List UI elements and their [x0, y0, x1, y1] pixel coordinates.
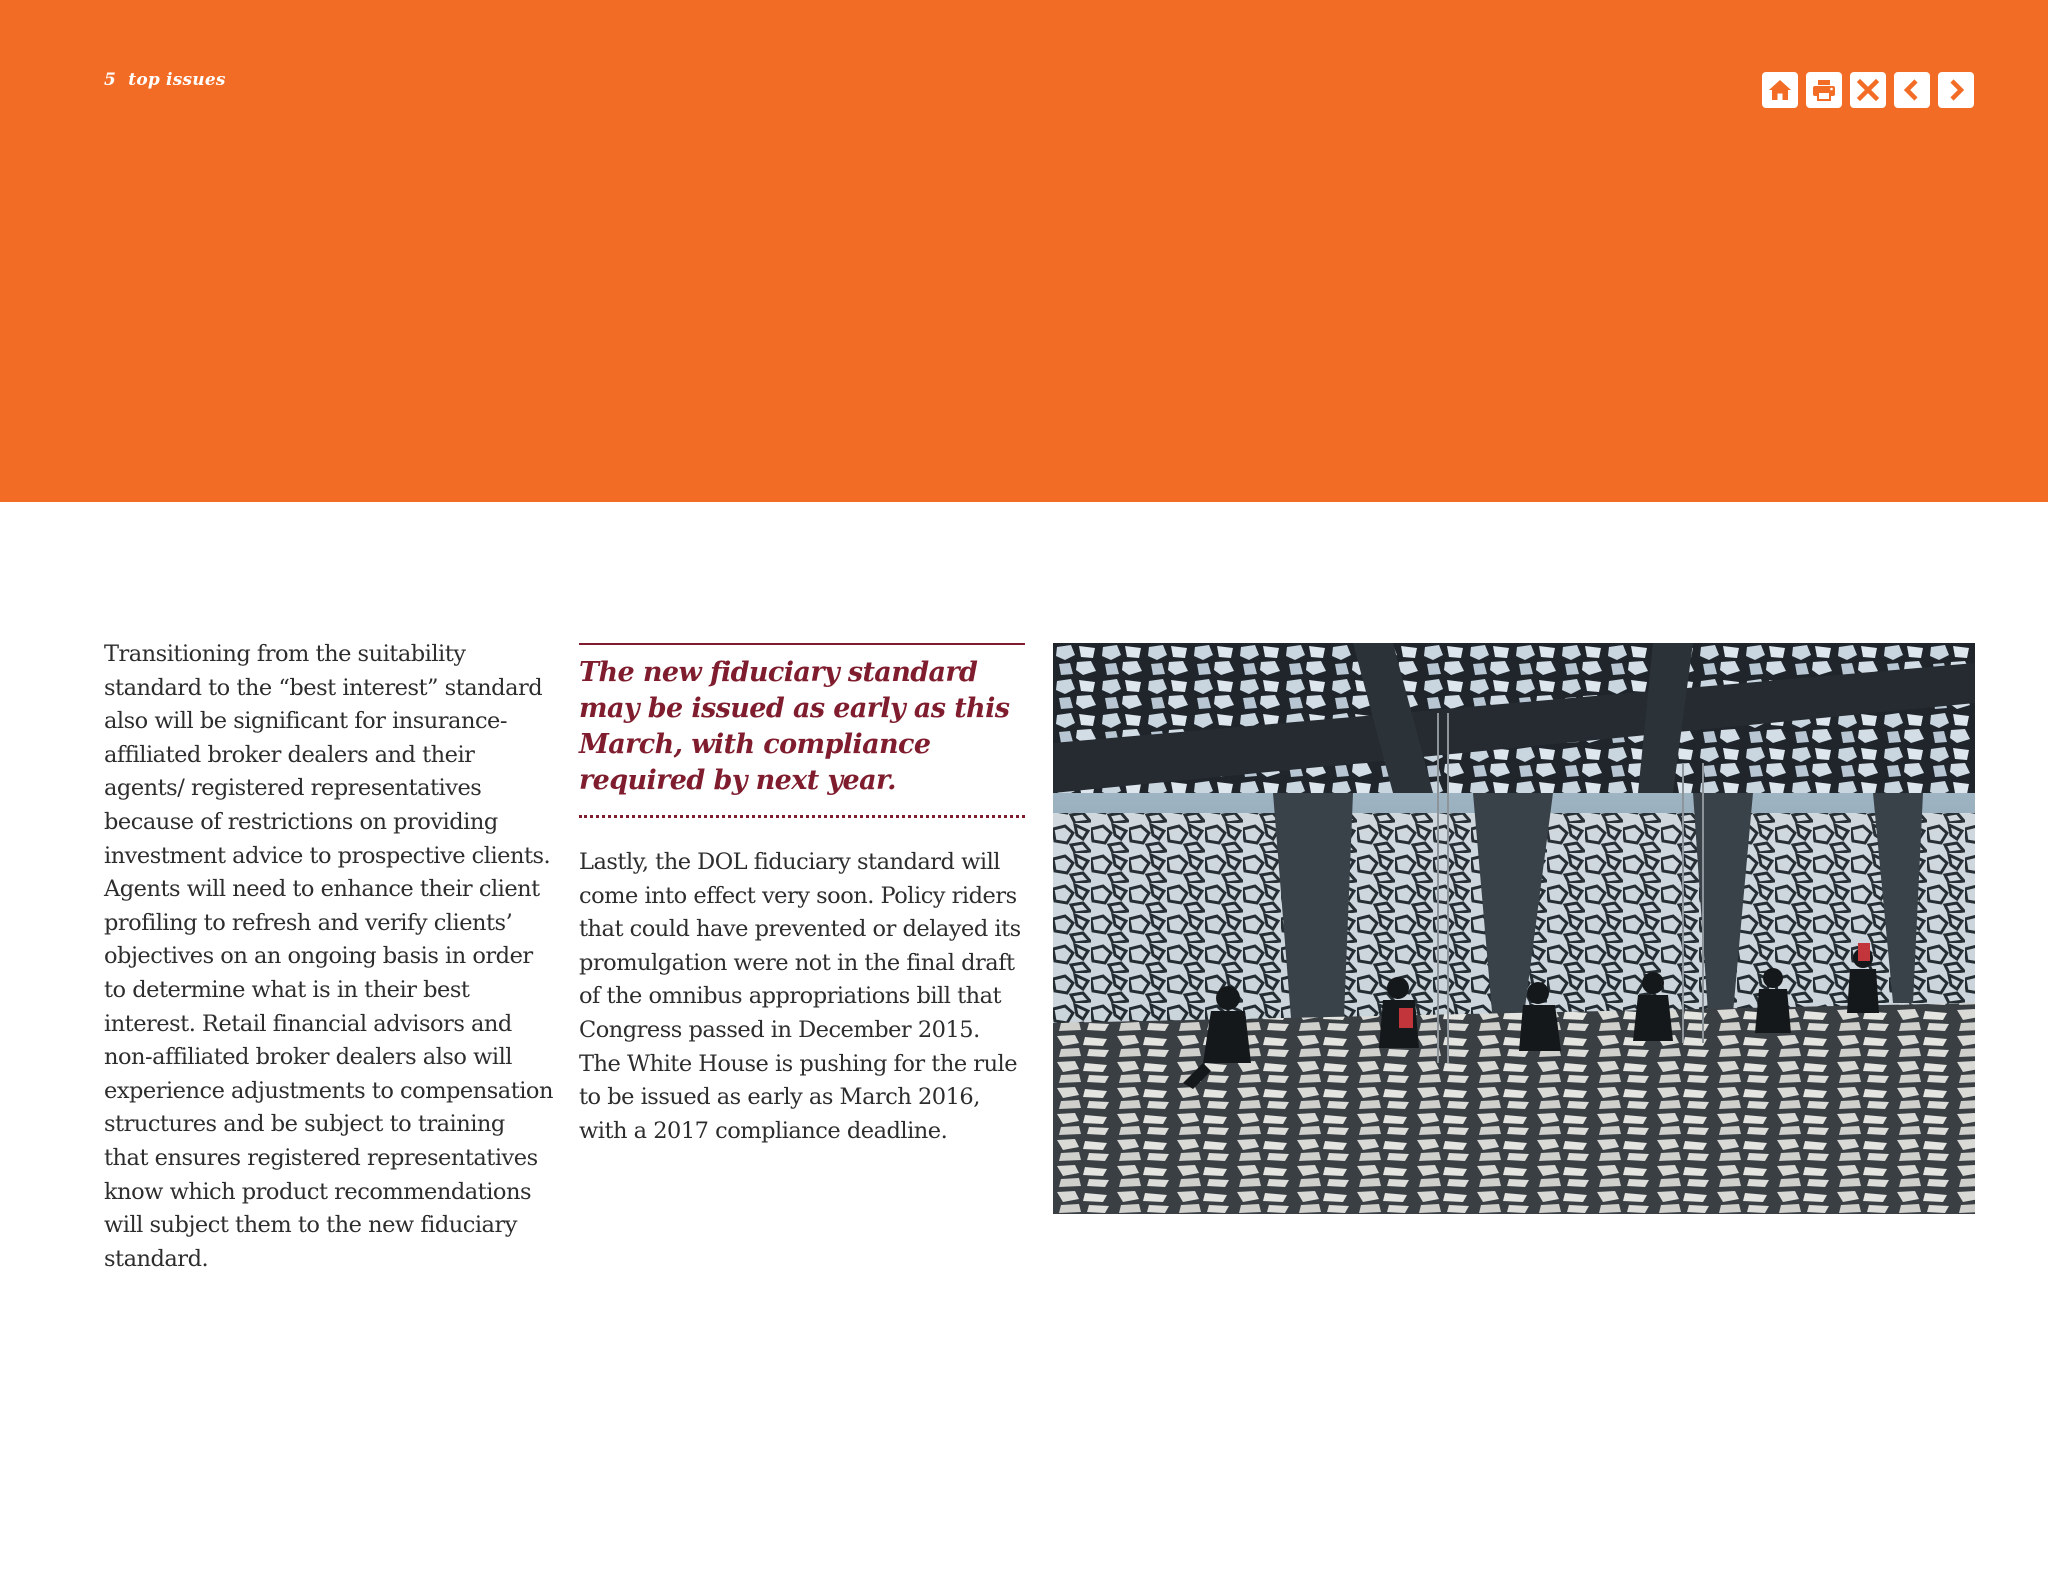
left-column-paragraph: Transitioning from the suitability standard to the “best interest” standard also will be significant for insurance-affiliated broker dealers and their agents/ registered representatives because of restrictions on providing investment advice to prospective clients. Agents will need to enhance their client profiling to refresh and verify clients’ objectives on an ongoing basis in order to determine what is in their best interest. Retail financial advisors and non-affiliated broker dealers also will experience adjustments to compensation structures and be subject to training that ensures registered representatives know which product recommendations will subject them to the new fiduciary standard. [104, 641, 553, 1272]
pull-quote: The new fiduciary standard may be issued as early as this March, with compliance required by next year. [579, 657, 1010, 796]
pull-quote-top-rule [579, 643, 1025, 645]
next-button[interactable] [1938, 72, 1974, 108]
middle-column [579, 643, 1025, 1148]
header-banner [0, 0, 2048, 502]
printer-icon [1811, 77, 1837, 103]
terrace-photo-illustration [1053, 643, 1975, 1214]
close-icon [1855, 77, 1881, 103]
section-label: 5 top issues [104, 70, 226, 90]
chevron-left-icon [1899, 77, 1925, 103]
chevron-right-icon [1943, 77, 1969, 103]
pull-quote-dotted-rule [579, 815, 1025, 818]
navigation-toolbar [1762, 72, 1974, 108]
home-icon [1767, 77, 1793, 103]
close-button[interactable] [1850, 72, 1886, 108]
print-button[interactable] [1806, 72, 1842, 108]
previous-button[interactable] [1894, 72, 1930, 108]
terrace-photo [1053, 643, 1975, 1214]
middle-column-paragraph: Lastly, the DOL fiduciary standard will come into effect very soon. Policy riders that could have prevented or delayed its promulgation were not in the final draft of the omnibus appropriations bill that Congress passed in December 2015. The White House is pushing for the rule to be issued as early as March 2016, with a 2017 compliance deadline. [579, 849, 1021, 1144]
home-button[interactable] [1762, 72, 1798, 108]
